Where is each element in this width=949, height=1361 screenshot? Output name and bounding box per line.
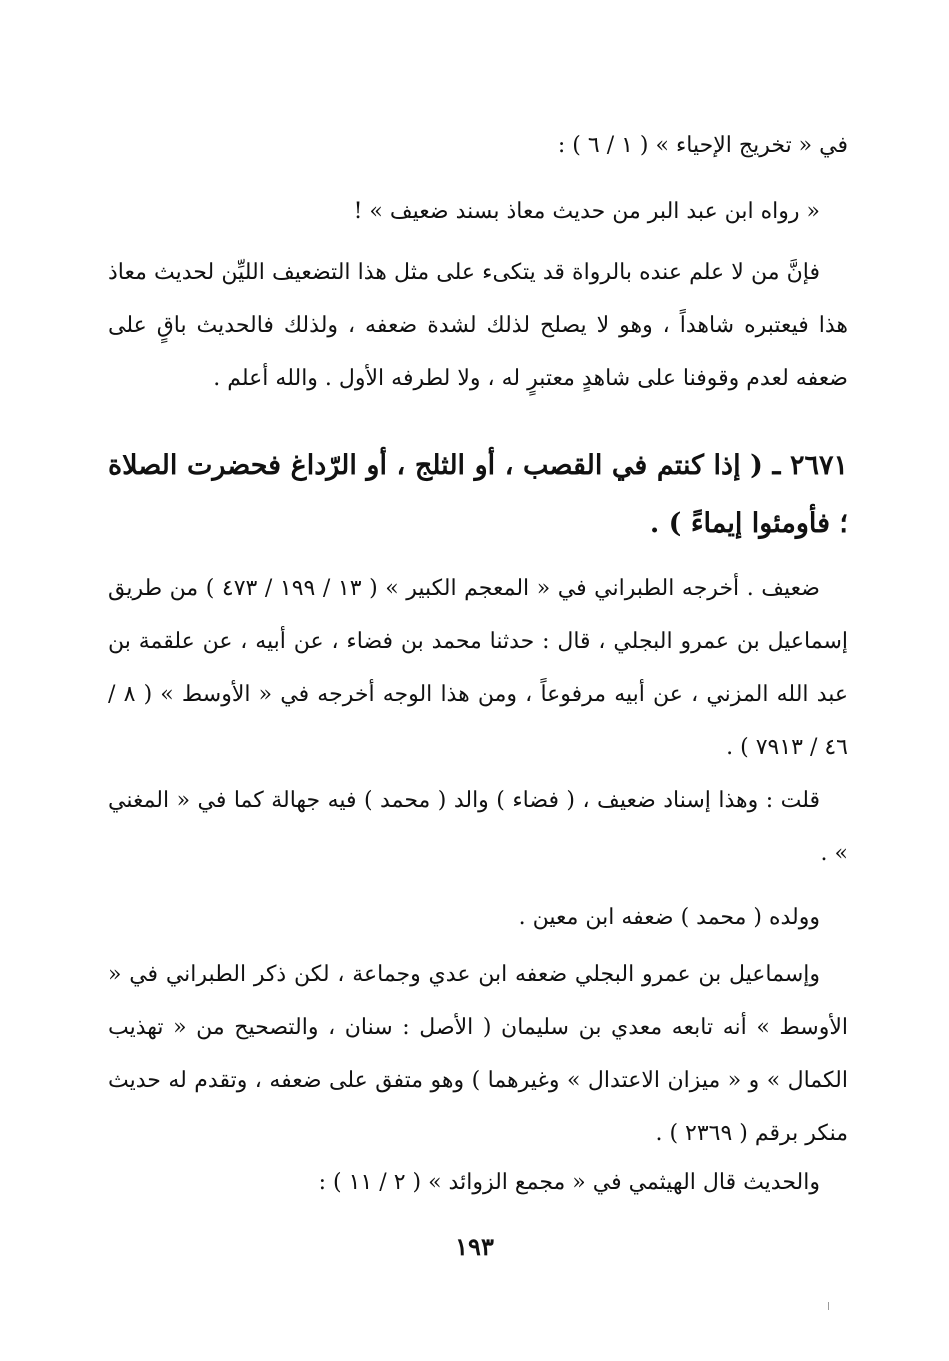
haythami-citation-line: والحديث قال الهيثمي في « مجمع الزوائد » ( ٢ / ١١ ) : [318,1170,820,1195]
page-number: ١٩٣ [455,1232,494,1261]
hadith-heading: ٢٦٧١ ـ ( إذا كنتم في القصب ، أو الثلج ، أو الرّداغ فحضرت الصلاة ؛ فأومئوا إيماءً ) . [108,450,848,539]
corroboration-paragraph: وإسماعيل بن عمرو البجلي ضعفه ابن عدي وجماعة ، لكن ذكر الطبراني في « الأوسط » أنه تابعه معدي بن سليمان ( الأصل : سنان ، والتصحيح من « تهذيب الكمال » و « ميزان الاعتدال » وغيرهما ) وهو متفق على ضعفه ، وتقدم له حديث منكر برقم ( ٢٣٦٩ ) . [108,962,848,1146]
narrator-note-paragraph: وولده ( محمد ) ضعفه ابن معين . [518,905,820,930]
commentary-paragraph: فإنَّ من لا علم عنده بالرواة قد يتكىء على مثل هذا التضعيف الليِّن لحديث معاذ هذا فيعتبره شاهداً ، وهو لا يصلح لذلك لشدة ضعفه ، ولذلك فالحديث باقٍ على ضعفه لعدم وقوفنا على شاهدٍ معتبرٍ له ، ولا لطرفه الأول . والله أعلم . [108,260,848,391]
isnad-note-paragraph: قلت : وهذا إسناد ضعيف ، ( فضاء ) والد ( محمد ) فيه جهالة كما في « المغني » . [108,788,848,866]
intro-citation-line: في « تخريج الإحياء » ( ١ / ٦ ) : [557,133,848,158]
takhrij-paragraph: ضعيف . أخرجه الطبراني في « المعجم الكبير » ( ١٣ / ١٩٩ / ٤٧٣ ) من طريق إسماعيل بن عمرو البجلي ، قال : حدثنا محمد بن فضاء ، عن أبيه ، عن علقمة بن عبد الله المزني ، عن أبيه مرفوعاً ، ومن هذا الوجه أخرجه في « الأوسط » ( ٨ / ٤٦ / ٧٩١٣ ) . [108,576,849,760]
quoted-grading: « رواه ابن عبد البر من حديث معاذ بسند ضعيف » ! [353,199,820,224]
scan-speck [828,1302,829,1310]
